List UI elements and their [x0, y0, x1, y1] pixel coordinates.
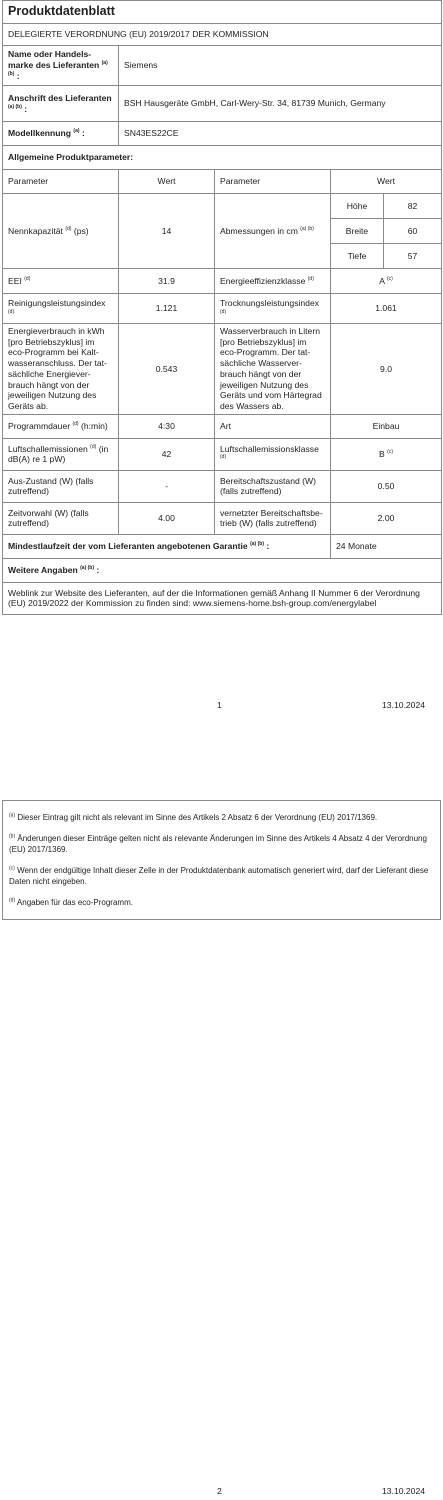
column-header-value-2: Wert: [331, 170, 442, 194]
dimensions-label: Abmessungen in cm $^{(a) (b)}$: [215, 194, 331, 269]
model-id-value: SN43ES22CE: [119, 122, 442, 146]
datasheet-page-2: [0, 800, 443, 920]
column-header-parameter-2: Parameter: [215, 170, 331, 194]
supplier-address-value: BSH Hausgeräte GmbH, Carl-Wery-Str. 34, 81739 Munich, Germany: [119, 86, 442, 122]
width-label: Breite: [331, 219, 384, 244]
height-label: Höhe: [331, 194, 384, 219]
depth-label: Tiefe: [331, 244, 384, 269]
warranty-label: Mindestlaufzeit der vom Lieferanten angebotenen Garantie $^{(a) (b)}$ :: [3, 534, 331, 558]
regulation-reference: DELEGIERTE VERORDNUNG (EU) 2019/2017 DER KOMMISSION: [3, 24, 442, 46]
eei-label: EEI $^{(d)}$: [3, 269, 119, 294]
water-consumption-label: Wasserverbrauch in Litern [pro Betriebszyklus] im eco-Programm. Der tatsächliche Wasserverbrauch hängt von der jeweiligen Nutzung des Geräts und vom Härtegrad des Wassers ab.: [215, 324, 331, 415]
capacity-value: 14: [119, 194, 215, 269]
general-parameters-heading: Allgemeine Produktparameter:: [3, 146, 442, 170]
supplier-name-label: Name oder Handelsmarke des Lieferanten $^{(a) (b)}$ :: [3, 46, 119, 86]
height-value: 82: [384, 194, 442, 219]
column-header-value: Wert: [119, 170, 215, 194]
noise-label: Luftschallemissionen $^{(d)}$ (in dB(A) re 1 pW): [3, 438, 119, 470]
cleaning-index-label: Reinigungsleistungsindex $^{(d)}$: [3, 294, 119, 324]
product-datasheet-table: [2, 0, 442, 615]
page-number-2: 2: [217, 1486, 222, 1496]
drying-index-value: 1.061: [331, 294, 442, 324]
networked-standby-label: vernetzter Bereitschaftsbetrieb (W) (falls zutreffend): [215, 502, 331, 534]
energy-consumption-value: 0.543: [119, 324, 215, 415]
datasheet-page-1: [0, 0, 443, 615]
page-number-1: 1: [217, 700, 222, 710]
standby-value: 0.50: [331, 470, 442, 502]
supplier-name-value: Siemens: [119, 46, 442, 86]
footnote-a: $^{(a)}$ Dieser Eintrag gilt nicht als relevant im Sinne des Artikels 2 Absatz 6 der Verordnung (EU) 2017/1369.: [9, 812, 378, 822]
off-mode-value: -: [119, 470, 215, 502]
capacity-label: Nennkapazität $^{(d)}$ (ps): [3, 194, 119, 269]
width-value: 60: [384, 219, 442, 244]
column-header-parameter: Parameter: [3, 170, 119, 194]
type-value: Einbau: [331, 414, 442, 438]
noise-class-label: Luftschallemissionsklasse $^{(d)}$: [215, 438, 331, 470]
delay-start-label: Zeitvorwahl (W) (falls zutreffend): [3, 502, 119, 534]
off-mode-label: Aus-Zustand (W) (falls zutreffend): [3, 470, 119, 502]
footnote-b: $^{(b)}$ Änderungen dieser Einträge gelten nicht als relevante Änderungen im Sinne des Artikels 4 Absatz 4 der Verordnung (EU) 2017/1369.: [9, 833, 427, 854]
warranty-value: 24 Monate: [331, 534, 442, 558]
drying-index-label: Trocknungsleistungsindex $^{(d)}$: [215, 294, 331, 324]
eei-value: 31.9: [119, 269, 215, 294]
type-label: Art: [215, 414, 331, 438]
page-date-2: 13.10.2024: [382, 1486, 426, 1496]
standby-label: Bereitschaftszustand (W) (falls zutreffend): [215, 470, 331, 502]
footnote-d: $^{(d)}$ Angaben für das eco-Programm.: [9, 897, 133, 907]
more-info-label: Weitere Angaben $^{(a) (b)}$ :: [3, 558, 442, 582]
model-id-label: Modellkennung $^{(a)}$ :: [3, 122, 119, 146]
page-date-1: 13.10.2024: [382, 700, 426, 710]
footnotes-table: [2, 800, 441, 920]
program-duration-label: Programmdauer $^{(d)}$ (h:min): [3, 414, 119, 438]
energy-class-label: Energieeffizienzklasse $^{(d)}$: [215, 269, 331, 294]
noise-value: 42: [119, 438, 215, 470]
more-info-text: Weblink zur Website des Lieferanten, auf der die Informationen gemäß Anhang II Nummer 6 der Verordnung (EU) 2019/2022 der Kommission zu finden sind: www.siemens-home.bsh-group.com/energylabel: [3, 582, 442, 614]
energy-class-value: A $^{(c)}$: [331, 269, 442, 294]
cleaning-index-value: 1.121: [119, 294, 215, 324]
depth-value: 57: [384, 244, 442, 269]
footnote-c: $^{(c)}$ Wenn der endgültige Inhalt dieser Zelle in der Produktdatenbank automatisch generiert wird, darf der Lieferant diese Daten nicht eingeben.: [9, 865, 429, 886]
supplier-address-label: Anschrift des Lieferanten $^{(a) (b)}$ :: [3, 86, 119, 122]
program-duration-value: 4:30: [119, 414, 215, 438]
energy-consumption-label: Energieverbrauch in kWh [pro Betriebszyklus] im eco-Programm bei Kaltwasseranschluss. Der tatsächliche Energieverbrauch hängt von der jeweiligen Nutzung des Geräts ab.: [3, 324, 119, 415]
noise-class-value: B $^{(c)}$: [331, 438, 442, 470]
networked-standby-value: 2.00: [331, 502, 442, 534]
delay-start-value: 4.00: [119, 502, 215, 534]
footnotes-cell: [3, 801, 441, 920]
datasheet-title: Produktdatenblatt: [3, 1, 442, 24]
water-consumption-value: 9.0: [331, 324, 442, 415]
